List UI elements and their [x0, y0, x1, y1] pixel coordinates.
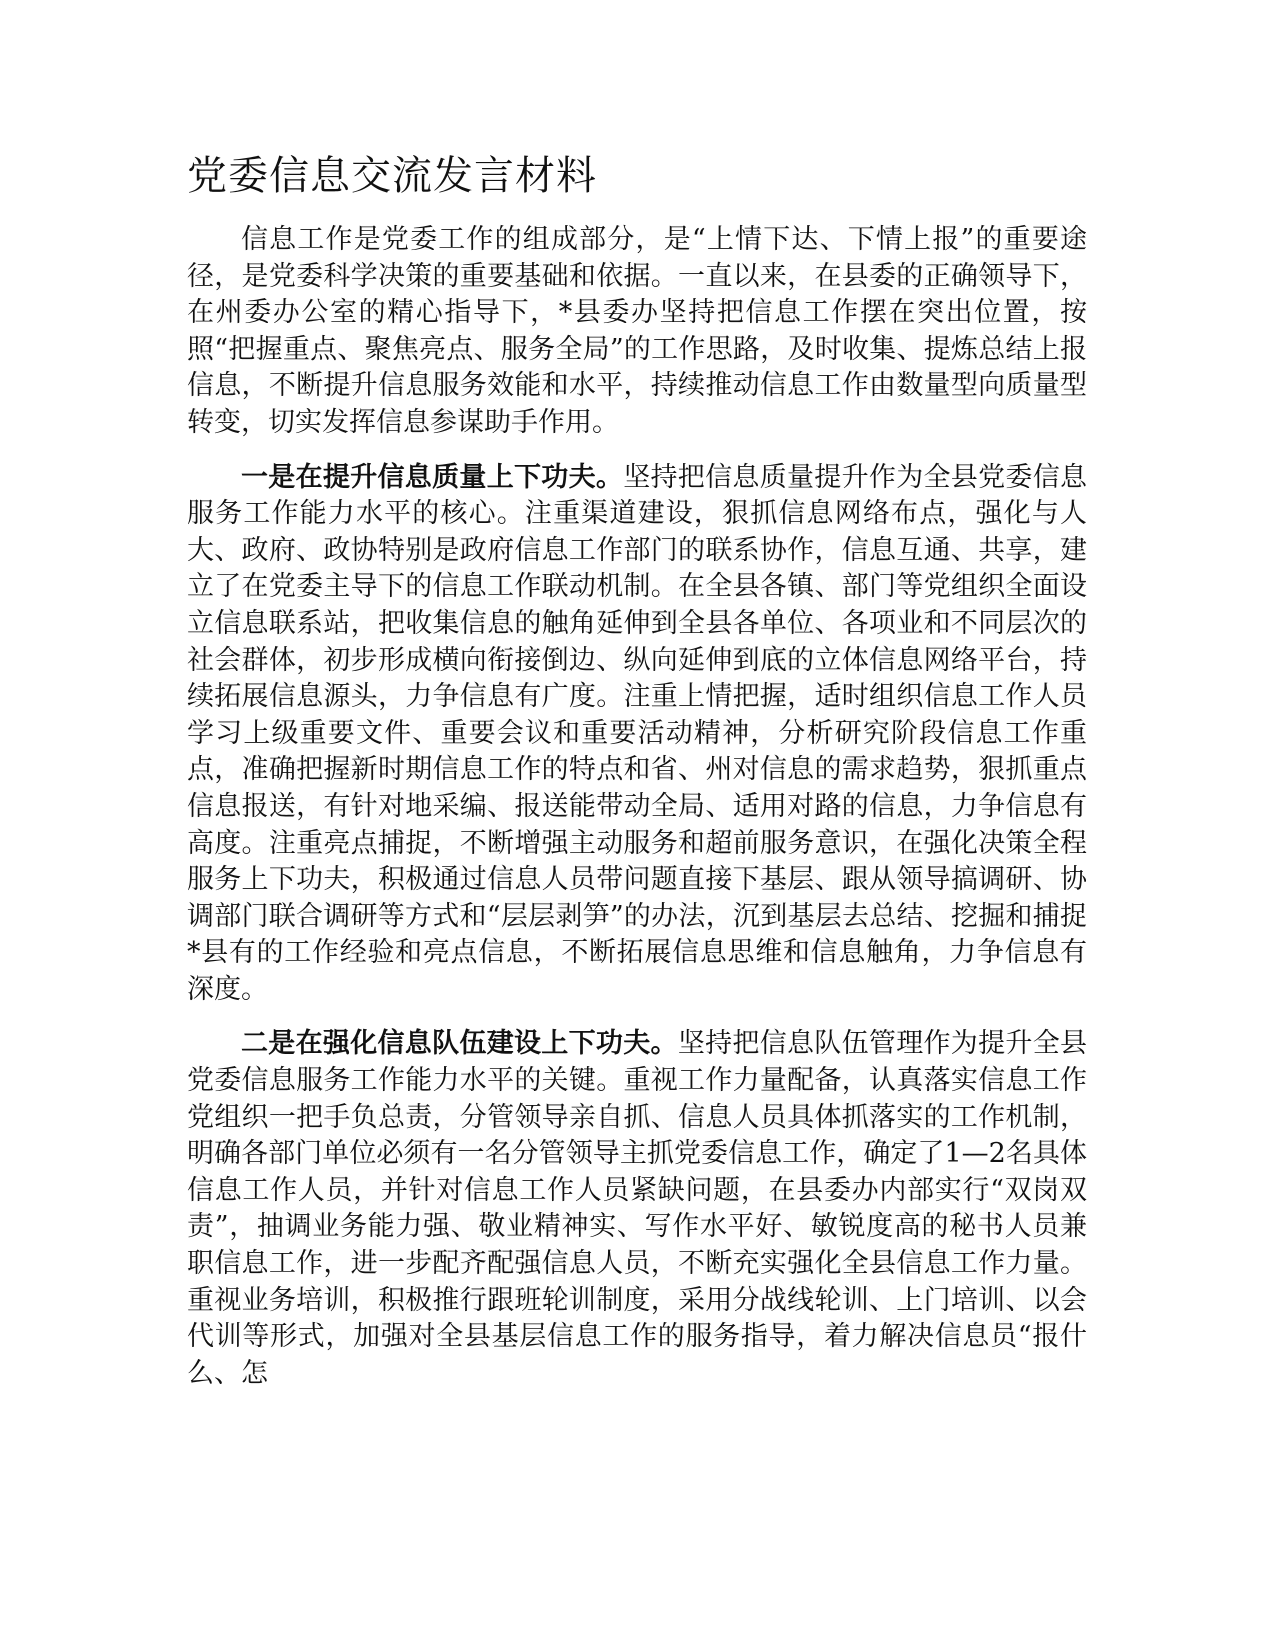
document-body — [187, 150, 1087, 1410]
paragraph-intro — [187, 222, 1087, 442]
document-title: 党委信息交流发言材料 — [187, 153, 597, 199]
paragraph-text: 信息工作是党委工作的组成部分，是“上情下达、下情上报”的重要途径，是党委科学决策的重要基础和依据。一直以来，在县委的正确领导下，在州委办公室的精心指导下，*县委办坚持把信息工作摆在突出位置，按照“把握重点、聚焦亮点、服务全局”的工作思路，及时收集、提炼总结上报信息，不断提升信息服务效能和水平，持续推动信息工作由数量型向质量型转变，切实发挥信息参谋助手作用。 — [187, 224, 1087, 438]
paragraph-section-2 — [187, 1026, 1087, 1392]
paragraph-text: 坚持把信息队伍管理作为提升全县党委信息服务工作能力水平的关键。重视工作力量配备，认真落实信息工作党组织一把手负总责，分管领导亲自抓、信息人员具体抓落实的工作机制，明确各部门单位必须有一名分管领导主抓党委信息工作，确定了1—2名具体信息工作人员，并针对信息工作人员紧缺问题，在县委办内部实行“双岗双责”，抽调业务能力强、敬业精神实、写作水平好、敏锐度高的秘书人员兼职信息工作，进一步配齐配强信息人员，不断充实强化全县信息工作力量。重视业务培训，积极推行跟班轮训制度，采用分战线轮训、上门培训、以会代训等形式，加强对全县基层信息工作的服务指导，着力解决信息员“报什么、怎 — [187, 1028, 1088, 1389]
paragraph-section-1 — [187, 460, 1087, 1009]
paragraph-lead: 一是在提升信息质量上下功夫。 — [241, 461, 624, 493]
paragraph-lead: 二是在强化信息队伍建设上下功夫。 — [241, 1028, 678, 1060]
paragraph-text: 坚持把信息质量提升作为全县党委信息服务工作能力水平的核心。注重渠道建设，狠抓信息网络布点，强化与人大、政府、政协特别是政府信息工作部门的联系协作，信息互通、共享，建立了在党委主导下的信息工作联动机制。在全县各镇、部门等党组织全面设立信息联系站，把收集信息的触角延伸到全县各单位、各项业和不同层次的社会群体，初步形成横向衔接倒边、纵向延伸到底的立体信息网络平台，持续拓展信息源头，力争信息有广度。注重上情把握，适时组织信息工作人员学习上级重要文件、重要会议和重要活动精神，分析研究阶段信息工作重点，准确把握新时期信息工作的特点和省、州对信息的需求趋势，狠抓重点信息报送，有针对地采编、报送能带动全局、适用对路的信息，力争信息有高度。注重亮点捕捉，不断增强主动服务和超前服务意识，在强化决策全程服务上下功夫，积极通过信息人员带问题直接下基层、跟从领导搞调研、协调部门联合调研等方式和“层层剥笋”的办法，沉到基层去总结、挖掘和捕捉*县有的工作经验和亮点信息，不断拓展信息思维和信息触角，力争信息有深度。 — [187, 461, 1088, 1005]
